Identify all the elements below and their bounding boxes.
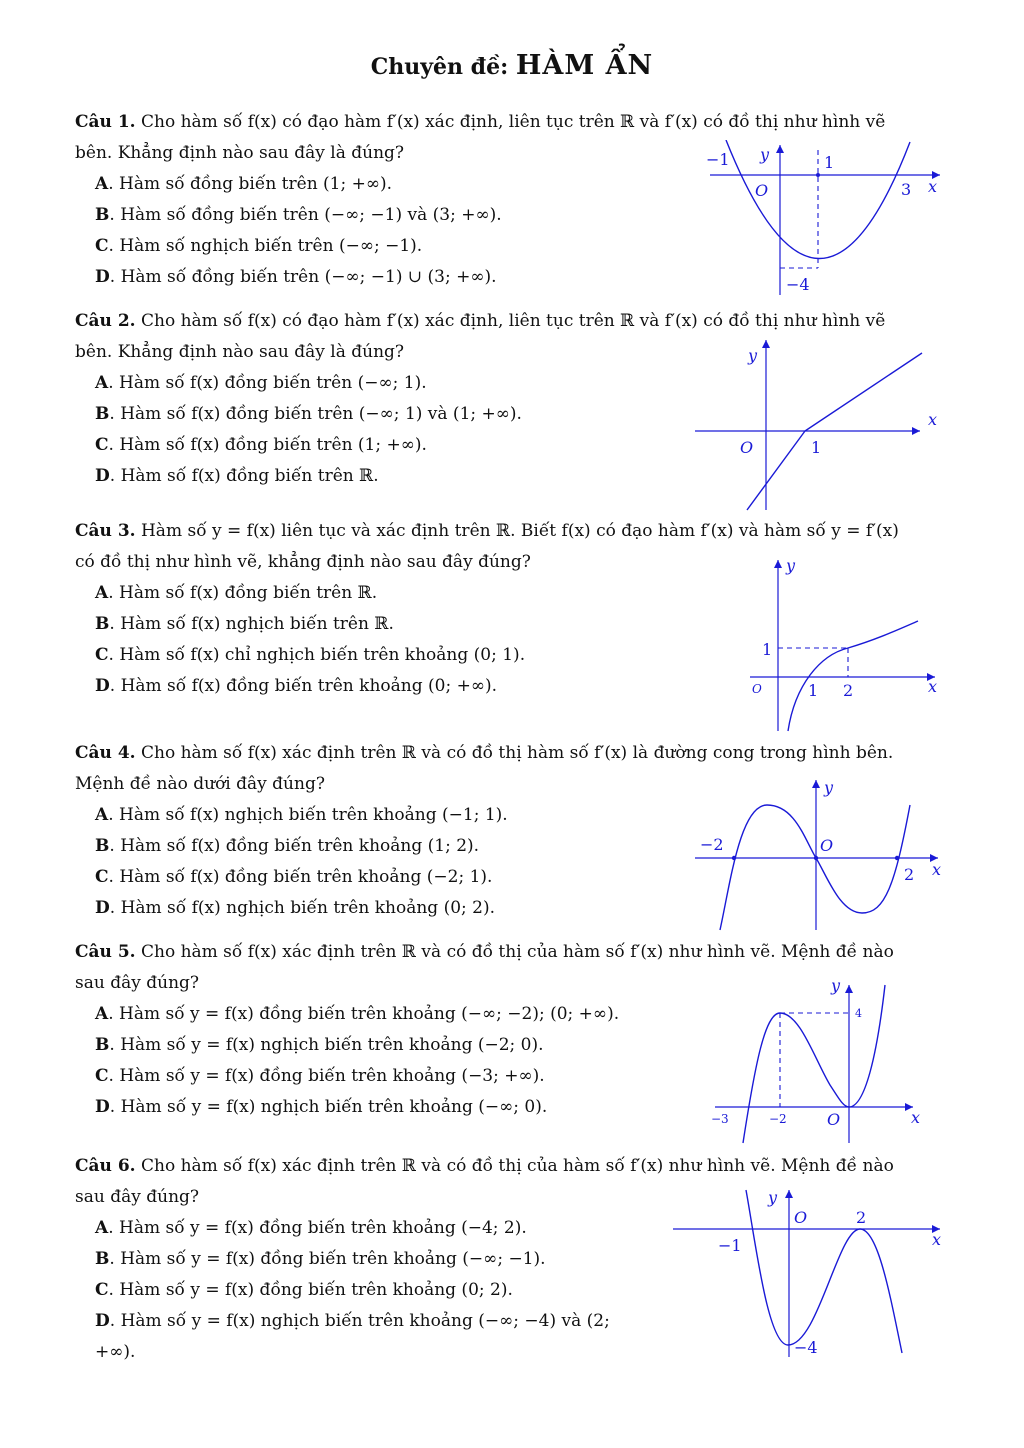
label-minus1: −1 bbox=[718, 1236, 742, 1255]
root-minus2 bbox=[732, 856, 736, 860]
label-y: y bbox=[824, 778, 834, 797]
option-a[interactable]: A. Hàm số f(x) đồng biến trên (−∞; 1). bbox=[95, 373, 427, 393]
question-text: Cho hàm số f(x) xác định trên ℝ và có đồ thị của hàm số f′(x) như hình vẽ. Mệnh đề nào sau đây đúng? bbox=[75, 942, 894, 993]
option-d[interactable]: D. Hàm số f(x) đồng biến trên khoảng (0; +∞). bbox=[95, 676, 498, 696]
label-O: O bbox=[740, 438, 754, 457]
y-axis-arrow bbox=[845, 985, 853, 993]
label-x: x bbox=[911, 1108, 921, 1127]
label-minus2: −2 bbox=[769, 1112, 787, 1126]
label-2: 2 bbox=[856, 1208, 867, 1227]
label-x: x bbox=[932, 860, 942, 879]
graph-2 bbox=[690, 335, 950, 515]
option-a[interactable]: A. Hàm số f(x) đồng biến trên ℝ. bbox=[95, 583, 378, 603]
label-minus4: −4 bbox=[786, 275, 810, 294]
label-minus2: −2 bbox=[700, 835, 724, 854]
label-O: O bbox=[827, 1110, 841, 1129]
option-d[interactable]: D. Hàm số đồng biến trên (−∞; −1) ∪ (3; +∞). bbox=[95, 267, 497, 287]
cubic-curve bbox=[720, 805, 910, 930]
label-O: O bbox=[752, 682, 762, 696]
label-O: O bbox=[794, 1208, 808, 1227]
label-x: x bbox=[932, 1230, 942, 1249]
option-d[interactable]: D. Hàm số f(x) nghịch biến trên khoảng (0; 2). bbox=[95, 898, 496, 918]
label-4: 4 bbox=[855, 1007, 862, 1020]
label-x: x bbox=[928, 677, 938, 696]
label-y: y bbox=[786, 556, 796, 575]
graph-6 bbox=[668, 1185, 948, 1360]
question-label: Câu 1. bbox=[75, 112, 136, 132]
label-1: 1 bbox=[811, 438, 822, 457]
point-x1 bbox=[816, 173, 820, 177]
graph-1 bbox=[700, 140, 950, 300]
question-label: Câu 2. bbox=[75, 311, 136, 331]
label-1: 1 bbox=[824, 153, 835, 172]
label-2: 2 bbox=[904, 865, 915, 884]
graph-3 bbox=[740, 555, 950, 735]
question-text: Hàm số y = f(x) liên tục và xác định trên ℝ. Biết f(x) có đạo hàm f′(x) và hàm số y = f′(x) có đồ thị như hình vẽ, khẳng định nào sau đây đúng? bbox=[75, 521, 899, 572]
question-text: Cho hàm số f(x) có đạo hàm f′(x) xác định, liên tục trên ℝ và f′(x) có đồ thị như hình vẽ bên. Khẳng định nào sau đây là đúng? bbox=[75, 112, 886, 163]
label-O: O bbox=[820, 836, 834, 855]
option-a[interactable]: A. Hàm số f(x) nghịch biến trên khoảng (−1; 1). bbox=[95, 805, 508, 825]
question-text: Cho hàm số f(x) xác định trên ℝ và có đồ thị của hàm số f′(x) như hình vẽ. Mệnh đề nào sau đây đúng? bbox=[75, 1156, 894, 1207]
question-label: Câu 6. bbox=[75, 1156, 136, 1176]
cubic-curve bbox=[743, 985, 885, 1143]
cubic-curve bbox=[746, 1190, 902, 1353]
x-axis-arrow bbox=[912, 427, 920, 435]
y-axis-arrow bbox=[774, 560, 782, 568]
label-x: x bbox=[928, 410, 938, 429]
label-x: x bbox=[928, 177, 938, 196]
label-minus3: −3 bbox=[711, 1112, 729, 1126]
curve-right-segment bbox=[805, 353, 922, 431]
option-c[interactable]: C. Hàm số f(x) chỉ nghịch biến trên khoảng (0; 1). bbox=[95, 645, 526, 665]
option-d[interactable]: D. Hàm số y = f(x) nghịch biến trên khoảng (−∞; 0). bbox=[95, 1097, 548, 1117]
option-a[interactable]: A. Hàm số đồng biến trên (1; +∞). bbox=[95, 174, 393, 194]
option-a[interactable]: A. Hàm số y = f(x) đồng biến trên khoảng (−4; 2). bbox=[95, 1218, 527, 1238]
root-2 bbox=[895, 856, 899, 860]
option-d[interactable]: D. Hàm số y = f(x) nghịch biến trên khoảng (−∞; −4) và (2; +∞). bbox=[95, 1311, 610, 1362]
option-c[interactable]: C. Hàm số f(x) đồng biến trên (1; +∞). bbox=[95, 435, 427, 455]
graph-4 bbox=[690, 775, 950, 935]
y-axis-arrow bbox=[776, 145, 784, 153]
option-c[interactable]: C. Hàm số f(x) đồng biến trên khoảng (−2; 1). bbox=[95, 867, 493, 887]
label-O: O bbox=[755, 181, 769, 200]
option-b[interactable]: B. Hàm số f(x) nghịch biến trên ℝ. bbox=[95, 614, 394, 634]
label-3: 3 bbox=[901, 180, 912, 199]
label-y: y bbox=[760, 145, 770, 164]
label-minus1: −1 bbox=[706, 150, 730, 169]
log-curve bbox=[788, 621, 918, 731]
option-c[interactable]: C. Hàm số y = f(x) đồng biến trên khoảng (0; 2). bbox=[95, 1280, 513, 1300]
question-label: Câu 5. bbox=[75, 942, 136, 962]
question-label: Câu 3. bbox=[75, 521, 136, 541]
root-0 bbox=[814, 856, 818, 860]
curve-left-segment bbox=[747, 431, 805, 510]
y-axis-arrow bbox=[762, 340, 770, 348]
title-main: HÀM ẨN bbox=[515, 50, 654, 81]
label-y: y bbox=[748, 346, 758, 365]
question-text: Cho hàm số f(x) xác định trên ℝ và có đồ thị hàm số f′(x) là đường cong trong hình bên. Mệnh đề nào dưới đây đúng? bbox=[75, 743, 894, 794]
label-2: 2 bbox=[843, 681, 854, 700]
option-d[interactable]: D. Hàm số f(x) đồng biến trên ℝ. bbox=[95, 466, 379, 486]
option-b[interactable]: B. Hàm số y = f(x) đồng biến trên khoảng (−∞; −1). bbox=[95, 1249, 546, 1269]
label-y: y bbox=[768, 1188, 778, 1207]
label-1-x: 1 bbox=[808, 681, 819, 700]
label-y: y bbox=[831, 976, 841, 995]
page-title bbox=[0, 50, 1024, 81]
label-1-y: 1 bbox=[762, 640, 773, 659]
option-b[interactable]: B. Hàm số đồng biến trên (−∞; −1) và (3; +∞). bbox=[95, 205, 502, 225]
y-axis-arrow bbox=[785, 1190, 793, 1198]
question-label: Câu 4. bbox=[75, 743, 136, 763]
graph-5 bbox=[705, 975, 945, 1145]
option-c[interactable]: C. Hàm số y = f(x) đồng biến trên khoảng (−3; +∞). bbox=[95, 1066, 545, 1086]
title-prefix: Chuyên đề: bbox=[370, 54, 509, 80]
question-text: Cho hàm số f(x) có đạo hàm f′(x) xác định, liên tục trên ℝ và f′(x) có đồ thị như hình vẽ bên. Khẳng định nào sau đây là đúng? bbox=[75, 311, 886, 362]
option-a[interactable]: A. Hàm số y = f(x) đồng biến trên khoảng (−∞; −2); (0; +∞). bbox=[95, 1004, 620, 1024]
option-b[interactable]: B. Hàm số y = f(x) nghịch biến trên khoảng (−2; 0). bbox=[95, 1035, 544, 1055]
option-c[interactable]: C. Hàm số nghịch biến trên (−∞; −1). bbox=[95, 236, 423, 256]
option-b[interactable]: B. Hàm số f(x) đồng biến trên khoảng (1; 2). bbox=[95, 836, 480, 856]
y-axis-arrow bbox=[812, 780, 820, 788]
label-minus4: −4 bbox=[794, 1338, 818, 1357]
option-b[interactable]: B. Hàm số f(x) đồng biến trên (−∞; 1) và (1; +∞). bbox=[95, 404, 522, 424]
